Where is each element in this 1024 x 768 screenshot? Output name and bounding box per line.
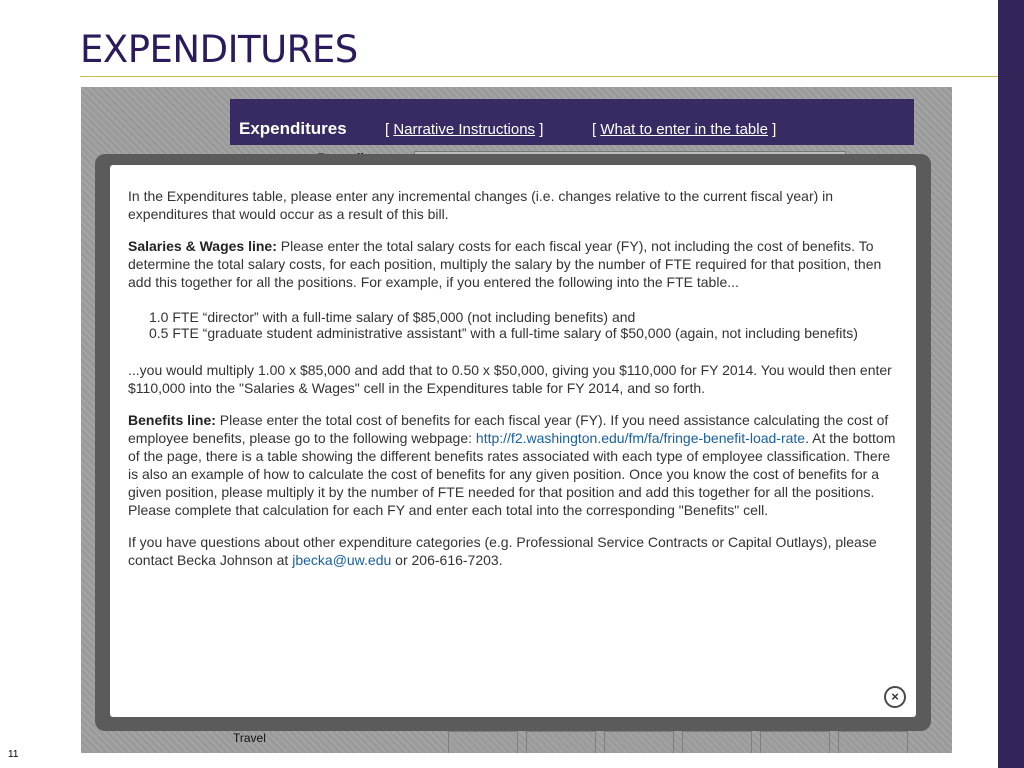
contact-email-link[interactable]: jbecka@uw.edu	[292, 552, 392, 568]
narrative-instructions-link-group: [ Narrative Instructions ]	[385, 121, 544, 138]
fte-example	[149, 309, 898, 341]
travel-cell[interactable]	[838, 731, 908, 753]
expenditures-header	[230, 99, 914, 145]
title-divider	[80, 76, 998, 77]
benefits-label: Benefits line:	[128, 412, 216, 428]
close-icon[interactable]: ×	[884, 686, 906, 708]
slide-number: 11	[8, 749, 19, 760]
fringe-benefit-link[interactable]: http://f2.washington.edu/fm/fa/fringe-benefit-load-rate	[475, 430, 806, 446]
fte-example-line: 1.0 FTE “director” with a full-time salary of $85,000 (not including benefits) and	[149, 309, 636, 325]
salaries-paragraph: Salaries & Wages line: Please enter the total salary costs for each fiscal year (FY), not including the cost of benefits. To determine the total salary costs, for each position, multiply the salary by the number of FTE required for that position, then add this together for all the positions. For example, if you entered the following into the FTE table...	[128, 238, 882, 290]
slide-title: EXPENDITURES	[80, 28, 358, 71]
salaries-label: Salaries & Wages line:	[128, 238, 277, 254]
calculation-paragraph: ...you would multiply 1.00 x $85,000 and add that to 0.50 x $50,000, giving you $110,000 for FY 2014. You would then enter $110,000 into the "Salaries & Wages" cell in the Expenditures table for FY 2014, and so forth.	[128, 362, 892, 396]
travel-cell[interactable]	[526, 731, 596, 753]
narrative-instructions-link[interactable]: Narrative Instructions	[393, 121, 536, 138]
contact-paragraph: If you have questions about other expenditure categories (e.g. Professional Service Contracts or Capital Outlays), please contact Becka Johnson at jbecka@uw.edu or 206-616-7203.	[128, 534, 877, 568]
slide-side-band	[998, 0, 1024, 768]
fte-example-line: 0.5 FTE “graduate student administrative assistant” with a full-time salary of $50,000 (again, not including benefits)	[149, 325, 858, 341]
embedded-screenshot	[81, 87, 952, 753]
instructions-modal	[110, 165, 916, 717]
travel-cell[interactable]	[682, 731, 752, 753]
expenditures-header-title: Expenditures	[239, 119, 347, 138]
what-to-enter-link[interactable]: What to enter in the table	[600, 121, 768, 138]
travel-cell[interactable]	[760, 731, 830, 753]
intro-paragraph: In the Expenditures table, please enter any incremental changes (i.e. changes relative to the current fiscal year) in expenditures that would occur as a result of this bill.	[128, 188, 834, 222]
travel-cell[interactable]	[448, 731, 518, 753]
travel-cell[interactable]	[604, 731, 674, 753]
travel-row-label: Travel	[233, 731, 266, 745]
what-to-enter-link-group: [ What to enter in the table ]	[592, 121, 777, 138]
benefits-paragraph: Benefits line: Please enter the total cost of benefits for each fiscal year (FY). If you need assistance calculating the cost of employee benefits, please go to the following webpage: http://f2.washington.edu/fm/fa/fringe-benefit-load-rate. At the bottom of the page, there is a table showing the different benefits rates associated with each type of employee classification. There is also an example of how to calculate the cost of benefits for any given position. Once you know the cost of benefits for a given position, please multiply it by the number of FTE needed for that position and add this together for all the positions. Please complete that calculation for each FY and enter each total into the corresponding "Benefits" cell.	[128, 412, 896, 518]
